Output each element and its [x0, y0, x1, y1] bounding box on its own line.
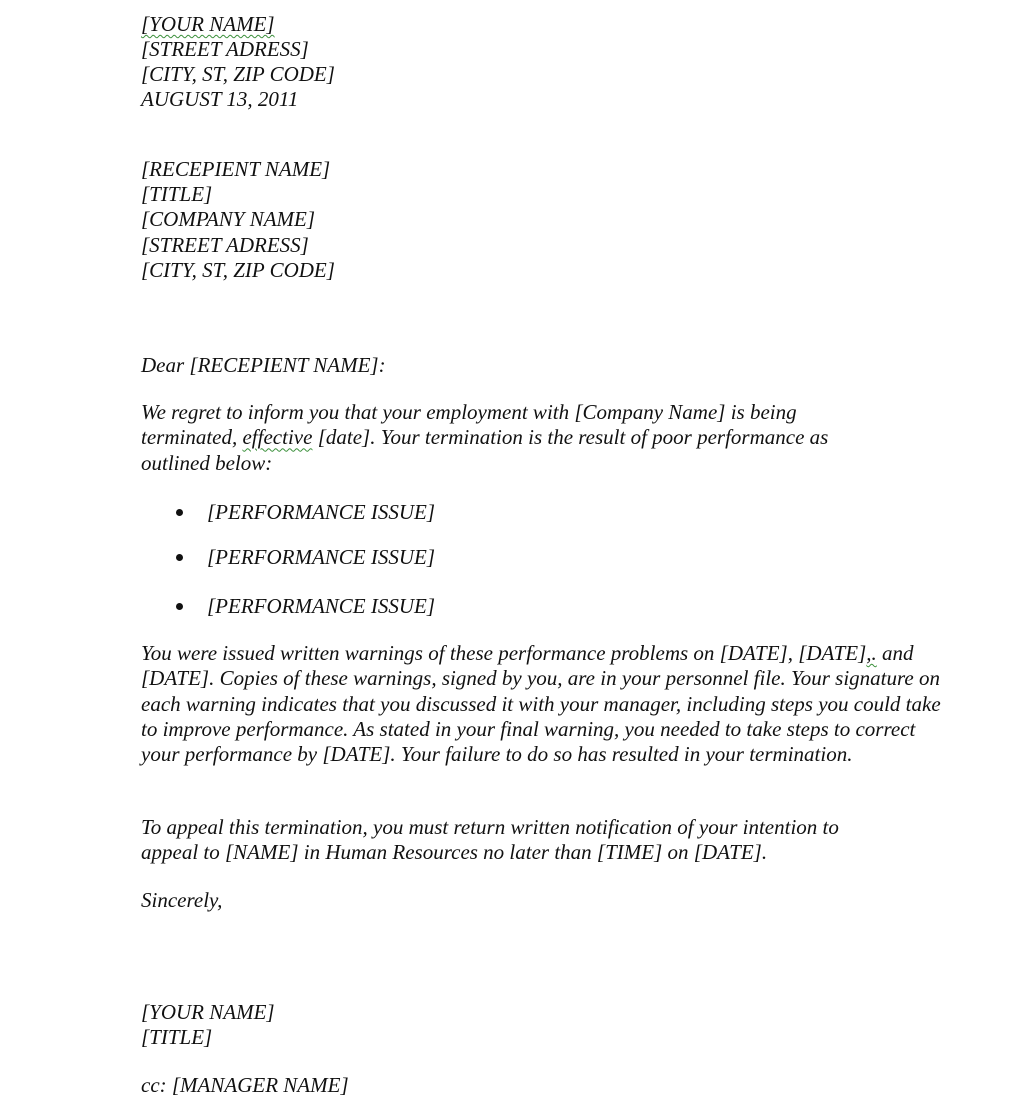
letter-date: AUGUST 13, 2011 — [141, 87, 299, 111]
warnings-text-2: and [DATE]. Copies of these warnings, signed by you, are in your personnel file. Your signature on each warning indicates that you discussed it with your manager, including steps you could take to improve performance. As stated in your final warning, you needed to take steps to correct your performance by [DATE]. Your failure to do so has resulted in your termination. — [141, 641, 941, 767]
sender-name — [141, 12, 275, 37]
intro-flagged-word: effective — [242, 425, 313, 450]
recipient-company: [COMPANY NAME] — [141, 207, 316, 231]
sender-city: [CITY, ST, ZIP CODE] — [141, 62, 335, 86]
intro-paragraph — [141, 400, 881, 476]
recipient-name: [RECEPIENT NAME] — [141, 157, 331, 181]
intro-text-1: We regret to inform you that your employment with [Company Name] is being terminated, — [141, 400, 797, 450]
bullet-icon — [174, 500, 184, 525]
sender-name-text: [YOUR NAME] — [141, 12, 275, 36]
cc-line: cc: [MANAGER NAME] — [141, 1073, 349, 1097]
recipient-city: [CITY, ST, ZIP CODE] — [141, 258, 335, 282]
salutation: Dear [RECEPIENT NAME]: — [141, 353, 386, 377]
list-item: [PERFORMANCE ISSUE] — [207, 594, 436, 618]
signature-name: [YOUR NAME] — [141, 1000, 275, 1024]
warnings-text-1: You were issued written warnings of these performance problems on [DATE], [DATE] — [141, 641, 867, 665]
recipient-street: [STREET ADRESS] — [141, 233, 309, 257]
closing: Sincerely, — [141, 888, 223, 912]
intro-text-2: [date]. Your termination is the result of poor performance as outlined below: — [141, 425, 829, 475]
warnings-paragraph — [141, 641, 941, 767]
sender-street: [STREET ADRESS] — [141, 37, 309, 61]
recipient-title: [TITLE] — [141, 182, 213, 206]
bullet-icon — [174, 545, 184, 570]
warnings-flagged-mark: ,. — [866, 641, 877, 665]
bullet-icon — [174, 594, 184, 619]
list-item: [PERFORMANCE ISSUE] — [207, 500, 436, 524]
list-item: [PERFORMANCE ISSUE] — [207, 545, 436, 569]
signature-title: [TITLE] — [141, 1025, 213, 1049]
appeal-paragraph: To appeal this termination, you must return written notification of your intention to appeal to [NAME] in Human Resources no later than [TIME] on [DATE]. — [141, 815, 839, 865]
